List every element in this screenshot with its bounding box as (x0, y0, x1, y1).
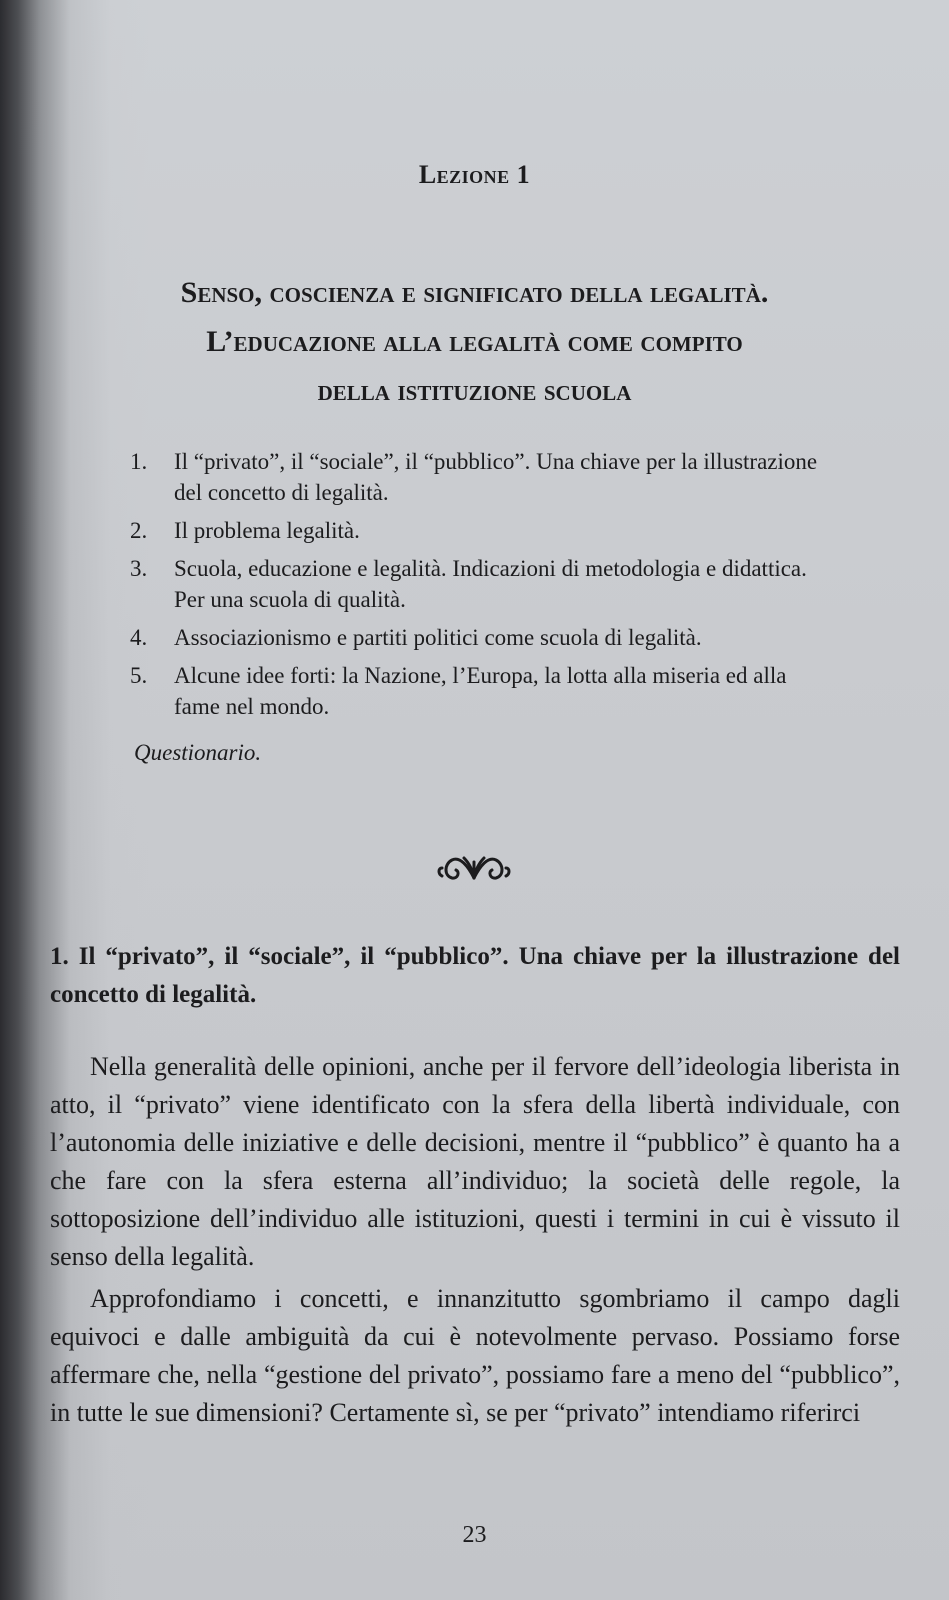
paragraph: Nella generalità delle opinioni, anche per il fervore dell’ideologia liberista in atto, il “privato” viene identificato con la sfera della libertà individuale, con l’autonomia delle iniziative e delle decisioni, mentre il “pubblico” è quanto ha a che fare con la sfera esterna all’individuo; la società delle regole, la sottoposizione dell’individuo alle istituzioni, questi i termini in cui è vissuto il senso della legalità. (50, 1052, 900, 1271)
chapter-contents-list (130, 446, 820, 729)
contents-item-number: 2. (130, 518, 148, 543)
section-heading: 1. Il “privato”, il “sociale”, il “pubblico”. Una chiave per la illustrazione del concetto di legalità. (50, 943, 900, 1008)
chapter-title-line-3: della istituzione scuola (317, 374, 632, 407)
contents-item (130, 515, 820, 546)
paragraph: Approfondiamo i concetti, e innanzitutto sgombriamo il campo dagli equivoci e dalle ambiguità da cui è notevolmente pervaso. Possiamo forse affermare che, nella “gestione del privato”, possiamo fare a meno del “pubblico”, in tutte le sue dimensioni? Certamente sì, se per “privato” intendiamo riferirci (50, 1284, 900, 1427)
chapter-label: Lezione 1 (418, 160, 531, 189)
contents-item (130, 660, 820, 722)
questionario-label: Questionario. (134, 740, 262, 765)
chapter-title-line-2: L’educazione alla legalità come compito (206, 325, 743, 358)
contents-item-text: Il “privato”, il “sociale”, il “pubblico”. Una chiave per la illustrazione del concetto di legalità. (174, 449, 818, 505)
body-text (50, 1048, 900, 1436)
contents-item-text: Scuola, educazione e legalità. Indicazioni di metodologia e didattica. Per una scuola di qualità. (174, 556, 807, 612)
page-number: 23 (462, 1522, 487, 1548)
contents-item-text: Alcune idee forti: la Nazione, l’Europa, la lotta alla miseria ed alla fame nel mondo. (174, 663, 787, 719)
contents-item (130, 622, 820, 653)
contents-item-number: 1. (130, 449, 148, 474)
contents-item-number: 4. (130, 625, 148, 650)
contents-item-number: 3. (130, 556, 148, 581)
chapter-title-line-1: Senso, coscienza e significato della legalità. (180, 276, 769, 309)
contents-item-number: 5. (130, 663, 148, 688)
contents-item (130, 553, 820, 615)
contents-item-text: Il problema legalità. (174, 518, 360, 543)
fleuron-ornament-icon (434, 848, 514, 888)
contents-item-text: Associazionismo e partiti politici come scuola di legalità. (174, 625, 702, 650)
contents-item (130, 446, 820, 508)
chapter-title (40, 268, 909, 415)
